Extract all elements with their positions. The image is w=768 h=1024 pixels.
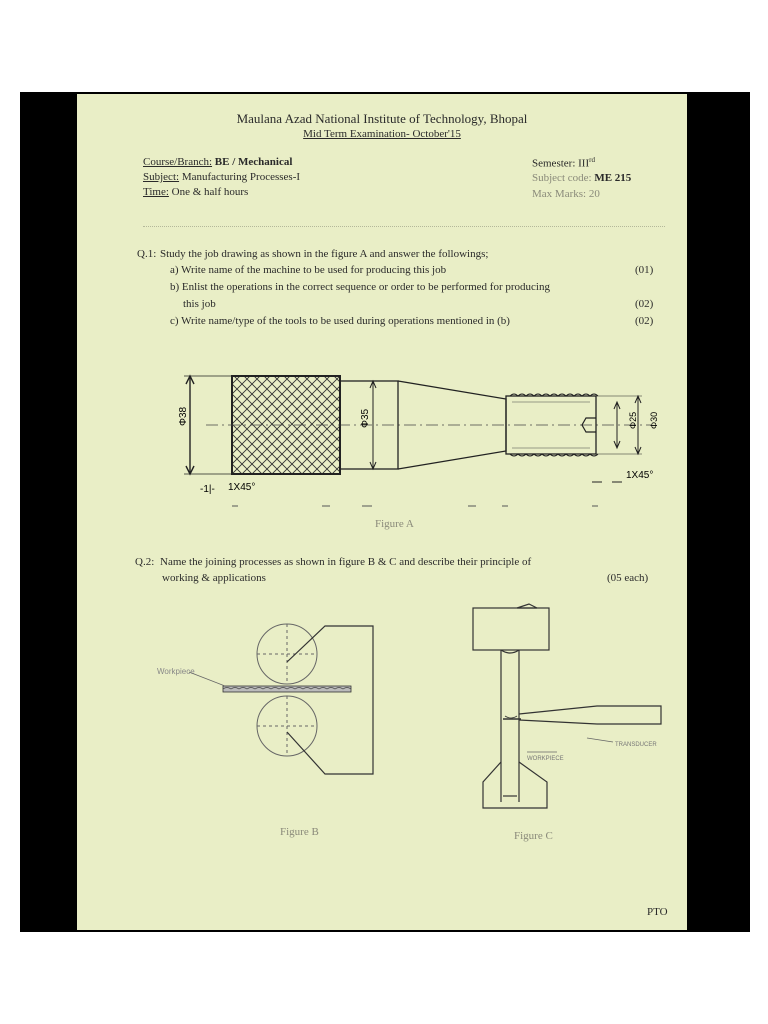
q2-text-line2: working & applications	[162, 572, 266, 584]
dim-label-35: Φ35	[360, 408, 371, 428]
course-label: Course/Branch:	[143, 156, 213, 168]
q1-text: Study the job drawing as shown in the figure A and answer the followings;	[160, 248, 489, 260]
dim-small-left: -1|-	[200, 484, 215, 495]
subject-code-value: ME 215	[594, 172, 632, 184]
time-value: One & half hours	[171, 186, 249, 198]
chamfer-left: 1X45°	[228, 482, 256, 493]
label-workpiece-c: WORKPIECE	[527, 756, 564, 762]
figure-c-caption: Figure C	[514, 830, 553, 842]
upper-block	[473, 608, 549, 650]
time-line	[143, 186, 248, 198]
figure-b-drawing	[147, 614, 387, 834]
course-line	[143, 156, 292, 168]
electrode-frame	[287, 626, 373, 774]
figure-a-caption: Figure A	[375, 518, 414, 530]
q2-text: Name the joining processes as shown in figure B & C and describe their principle of	[160, 556, 532, 568]
q1-part-a: a) Write name of the machine to be used for producing this job	[170, 264, 447, 276]
figure-a-drawing	[172, 364, 682, 524]
subject-code-line	[532, 172, 631, 184]
figure-c-drawing	[467, 602, 677, 832]
course-value: BE / Mechanical	[214, 156, 293, 168]
vertical-column	[501, 650, 519, 802]
q1-part-c: c) Write name/type of the tools to be used during operations mentioned in (b)	[170, 315, 510, 327]
separator-line	[143, 226, 665, 227]
subject-value: Manufacturing Processes-I	[181, 171, 301, 183]
dim-label-38: Φ38	[178, 406, 189, 426]
subject-label: Subject:	[143, 171, 180, 183]
label-transducer: TRANSDUCER	[615, 742, 657, 748]
q1-part-b-marks: (02)	[635, 298, 654, 310]
semester-text: Semester: III	[532, 157, 590, 170]
figure-b-caption: Figure B	[280, 826, 319, 838]
horn	[519, 706, 661, 724]
label-workpiece-b: Workpiece	[157, 667, 195, 676]
subject-line	[143, 171, 300, 183]
q1-number: Q.1:	[137, 248, 157, 260]
q2-number: Q.2:	[135, 556, 155, 568]
max-marks: Max Marks: 20	[532, 188, 600, 200]
q1-part-b: b) Enlist the operations in the correct sequence or order to be performed for producing	[170, 281, 550, 293]
exam-paper	[77, 94, 687, 930]
semester-line	[532, 156, 595, 170]
q2-marks: (05 each)	[607, 572, 649, 584]
subject-code-label: Subject code:	[532, 172, 592, 184]
dim-label-25: Φ25	[628, 411, 638, 429]
time-label: Time:	[143, 186, 169, 198]
pto-label: PTO	[647, 906, 668, 918]
dim-label-30: Φ30	[649, 411, 659, 429]
exam-title: Mid Term Examination- October'15	[303, 128, 461, 140]
semester-sup: rd	[589, 156, 595, 164]
chamfer-right: 1X45°	[626, 470, 654, 481]
q1-part-c-marks: (02)	[635, 315, 654, 327]
institute-title: Maulana Azad National Institute of Technology, Bhopal	[236, 111, 528, 126]
q1-part-a-marks: (01)	[635, 264, 654, 276]
anvil-block	[483, 762, 547, 808]
q1-part-b-line2: this job	[183, 298, 216, 310]
